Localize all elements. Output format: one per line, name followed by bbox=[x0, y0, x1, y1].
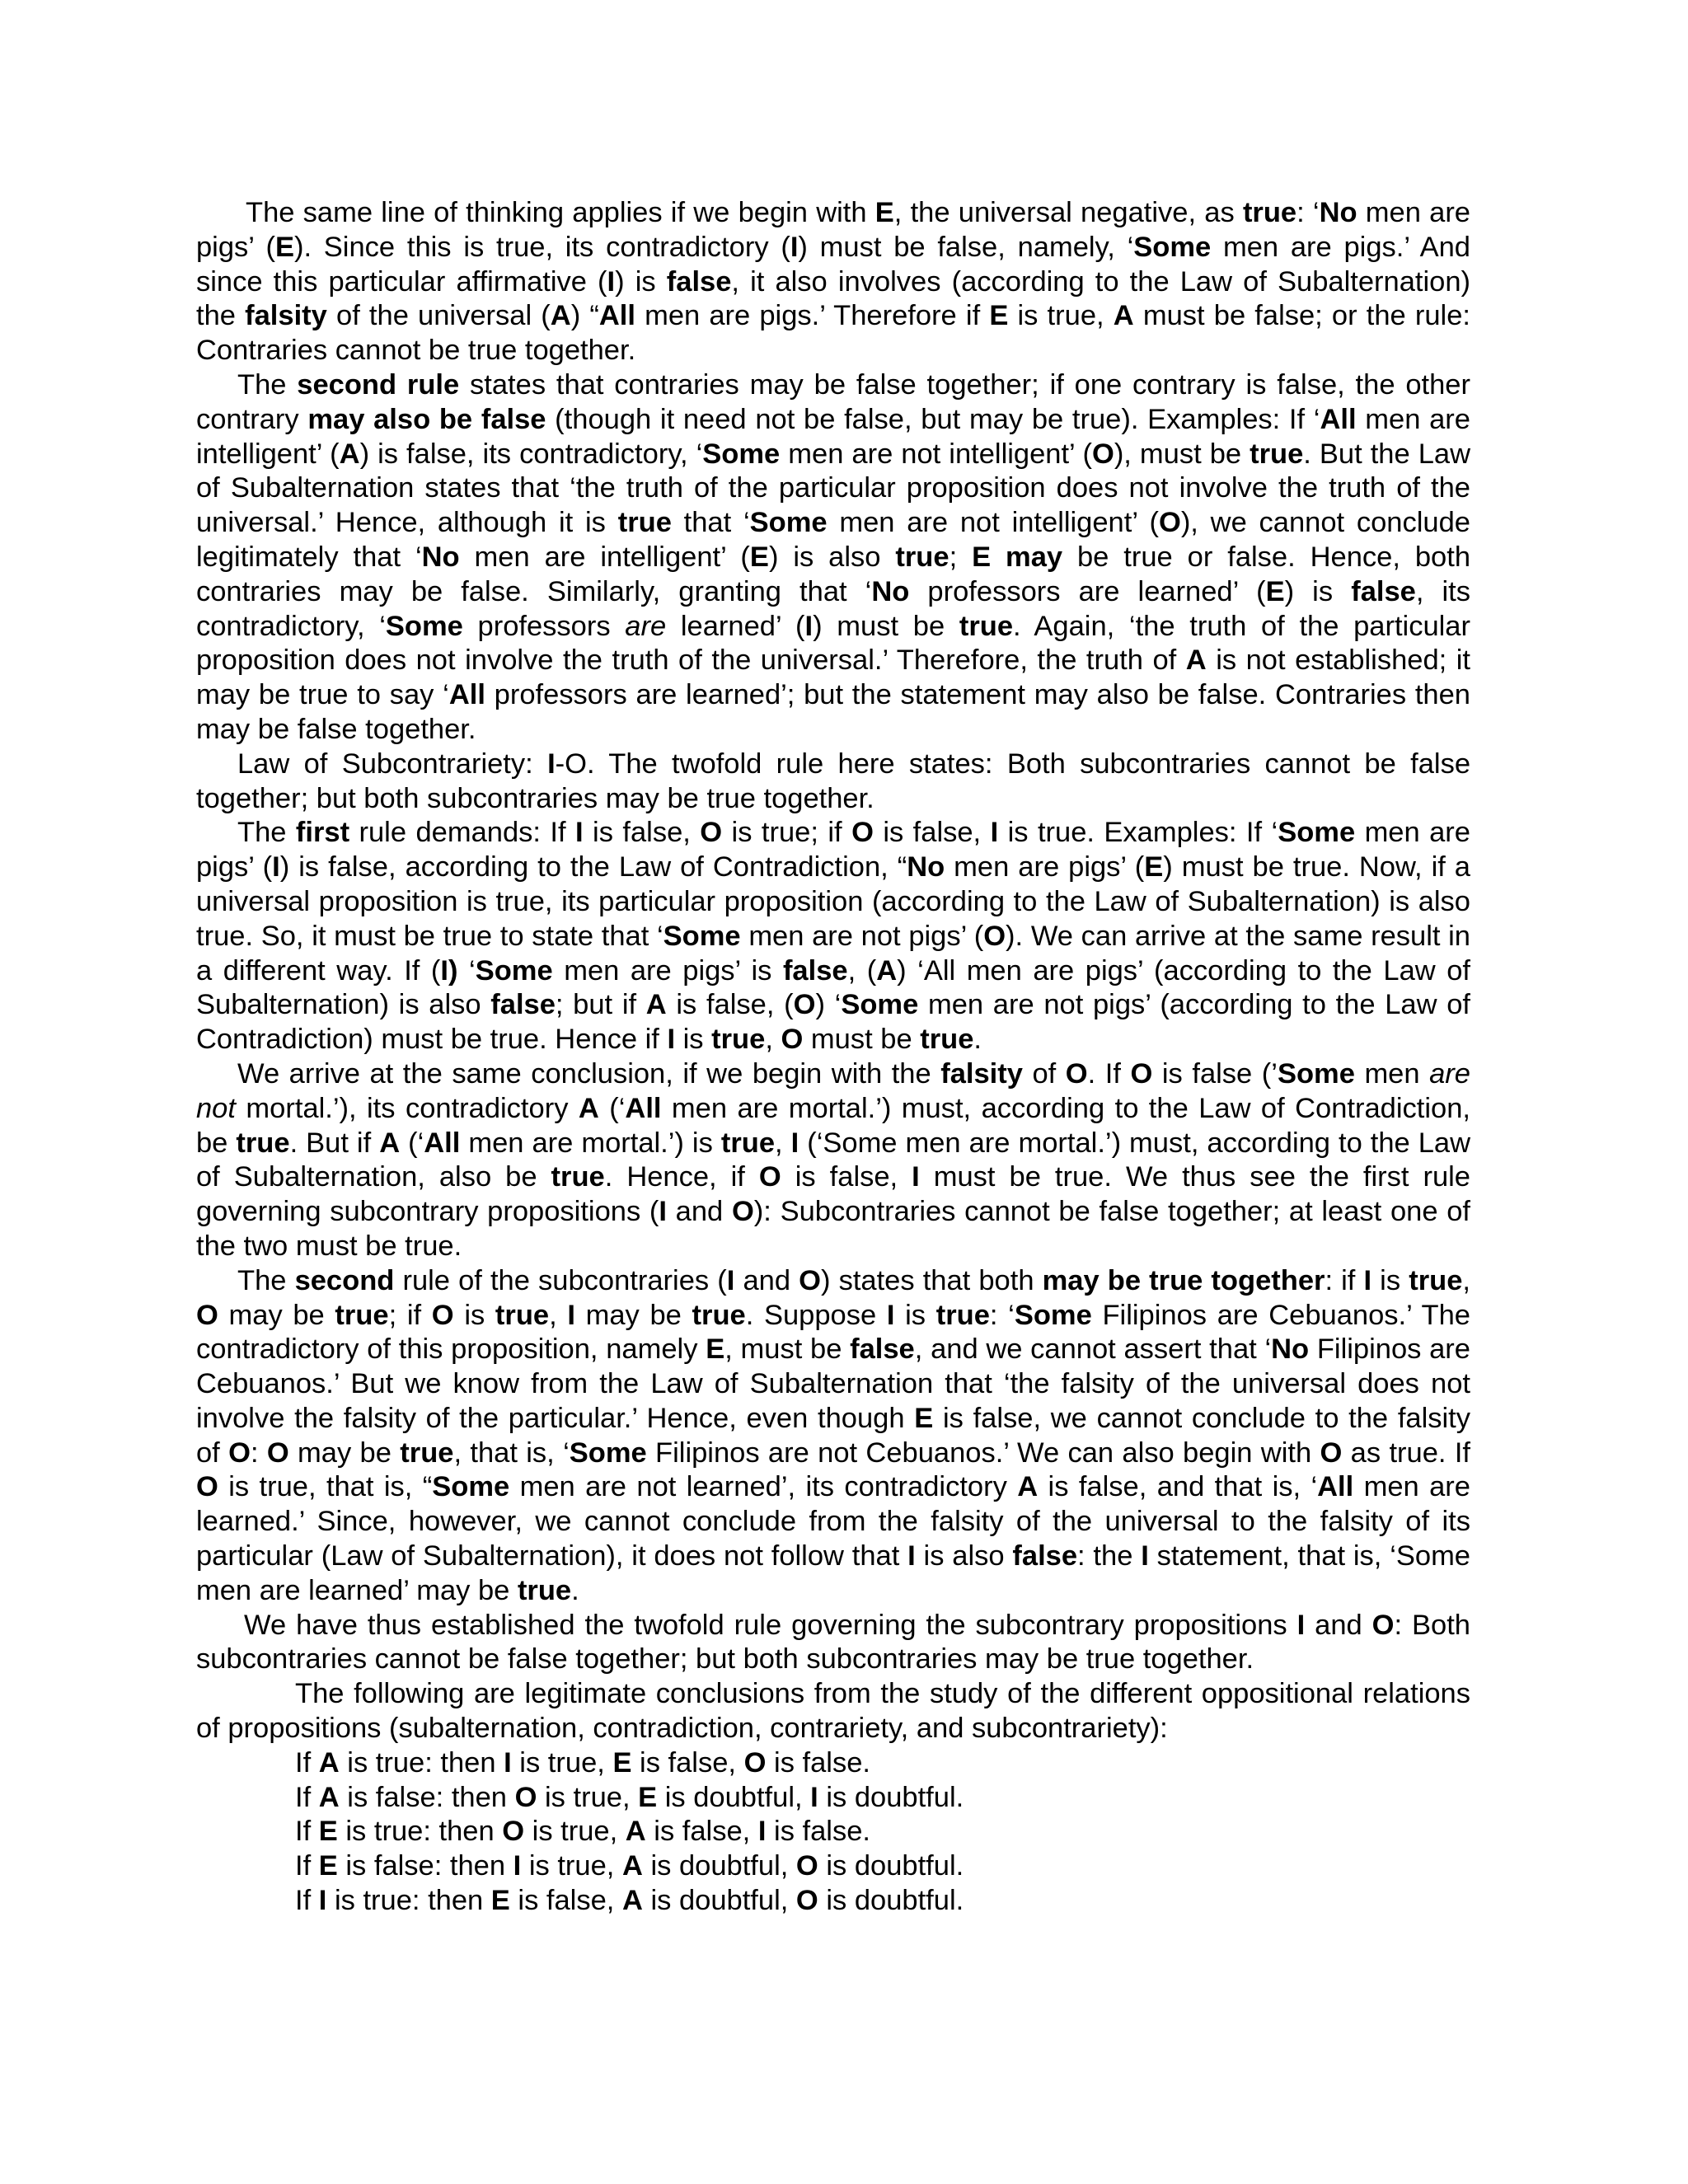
text-run: second bbox=[294, 1264, 395, 1296]
text-run: E bbox=[490, 1885, 510, 1917]
text-run: Some bbox=[1133, 231, 1212, 263]
text-run: Some bbox=[841, 989, 919, 1021]
text-run: O bbox=[514, 1781, 537, 1813]
text-run: is false (’ bbox=[1152, 1057, 1278, 1090]
text-run: of the universal ( bbox=[326, 300, 551, 332]
text-run: E bbox=[318, 1850, 338, 1882]
text-run: I) bbox=[440, 954, 458, 987]
text-run: are bbox=[625, 610, 667, 642]
text-run: men are pigs.’ And since this particular affirmative ( bbox=[196, 231, 1470, 298]
text-run: may be true together bbox=[1042, 1264, 1325, 1296]
text-run: statement, that is, ‘Some men are learned’ may be bbox=[196, 1540, 1470, 1606]
text-run: , ( bbox=[847, 954, 877, 987]
text-run: is false, bbox=[631, 1746, 744, 1779]
text-run: men are pigs’ ( bbox=[196, 197, 1470, 263]
text-run: of bbox=[1022, 1057, 1066, 1090]
text-run: is true. Examples: If ‘ bbox=[998, 817, 1278, 849]
text-run: No bbox=[1271, 1333, 1310, 1366]
text-run: O bbox=[731, 1196, 754, 1228]
text-run: I bbox=[504, 1746, 512, 1779]
text-run: must be true. We thus see the first rule governing subcontrary propositions ( bbox=[196, 1161, 1470, 1228]
text-run: false bbox=[782, 954, 848, 987]
text-run: men are pigs’ ( bbox=[196, 817, 1470, 883]
text-run: I bbox=[912, 1161, 920, 1193]
text-run: A bbox=[1113, 300, 1134, 332]
text-run: is true, bbox=[537, 1781, 639, 1813]
text-run: , that is, ‘ bbox=[453, 1436, 570, 1469]
text-run: (‘ bbox=[400, 1127, 424, 1159]
text-run: true bbox=[959, 610, 1014, 642]
text-run: is true: then bbox=[339, 1746, 504, 1779]
text-run: E bbox=[274, 231, 294, 263]
text-run: I bbox=[272, 851, 280, 883]
text-run: ) is false, according to the Law of Contradiction, “ bbox=[279, 851, 907, 883]
text-run: I bbox=[810, 1781, 818, 1813]
text-run: O bbox=[1065, 1057, 1088, 1090]
text-run: true bbox=[1409, 1264, 1463, 1296]
text-run: is not established; it may be true to say ‘ bbox=[196, 644, 1470, 711]
paragraph bbox=[196, 1609, 1470, 1678]
text-run: men bbox=[1354, 1057, 1430, 1090]
text-run: ), we cannot conclude legitimately that ‘ bbox=[196, 507, 1470, 573]
text-run: men are pigs’ is bbox=[552, 954, 783, 987]
text-run: ) states that both bbox=[820, 1264, 1043, 1296]
conclusions-list bbox=[196, 1746, 1470, 1919]
text-run: I bbox=[990, 817, 999, 849]
text-run: ): Subcontraries cannot be false together; at least one of the two must be true. bbox=[196, 1196, 1470, 1262]
text-run: O bbox=[431, 1299, 454, 1331]
text-run: I bbox=[907, 1540, 916, 1572]
text-run: E bbox=[318, 1816, 338, 1848]
text-run: : the bbox=[1077, 1540, 1142, 1572]
text-run: The bbox=[237, 817, 296, 849]
paragraph bbox=[196, 1677, 1470, 1746]
text-run: is true, bbox=[524, 1816, 626, 1848]
text-run: is false, we cannot conclude to the falsity of bbox=[196, 1402, 1471, 1469]
text-run: Filipinos are Cebuanos.’ But we know from the Law of Subalternation that ‘the falsity of the universal does not involve the falsity of the particular.’ Hence, even though bbox=[196, 1333, 1470, 1434]
text-run: false bbox=[1012, 1540, 1078, 1572]
text-run: true bbox=[720, 1127, 776, 1159]
text-run: I bbox=[886, 1299, 895, 1331]
paragraph bbox=[196, 748, 1470, 817]
paragraph bbox=[196, 368, 1470, 748]
text-run: A bbox=[625, 1816, 646, 1848]
text-run: E bbox=[1265, 575, 1285, 607]
text-run: : bbox=[250, 1436, 267, 1469]
text-run: falsity bbox=[940, 1057, 1023, 1090]
text-run: The same line of thinking applies if we begin with bbox=[246, 197, 875, 228]
text-run: true bbox=[920, 1024, 974, 1056]
text-run: . But the Law of Subalternation states that ‘the truth of the particular proposition does not involve the truth of the universal.’ Hence, although it is bbox=[196, 438, 1470, 539]
text-run: O bbox=[502, 1816, 525, 1848]
text-run: All bbox=[1320, 403, 1357, 435]
text-run: men are not intelligent’ ( bbox=[827, 507, 1159, 539]
text-run: E bbox=[914, 1402, 934, 1434]
text-run: O bbox=[196, 1299, 218, 1331]
text-run: O bbox=[700, 817, 723, 849]
text-run: ) must be false, namely, ‘ bbox=[798, 231, 1134, 263]
text-run: ) is bbox=[1284, 575, 1352, 607]
text-run: We arrive at the same conclusion, if we begin with the bbox=[237, 1057, 941, 1090]
text-run: true bbox=[1242, 197, 1297, 228]
text-run: (‘ bbox=[598, 1092, 626, 1124]
text-run: men are pigs.’ Therefore if bbox=[635, 300, 990, 332]
text-run: ) “ bbox=[570, 300, 599, 332]
text-run: All bbox=[625, 1092, 662, 1124]
text-run: I bbox=[1363, 1264, 1372, 1296]
text-run: must be bbox=[803, 1024, 921, 1056]
text-run: may be bbox=[288, 1436, 401, 1469]
text-run: E bbox=[706, 1333, 725, 1366]
text-run: Some bbox=[475, 954, 553, 987]
text-run: professors are learned’; but the statement may also be false. Contraries then may be false together. bbox=[196, 679, 1470, 745]
text-run: is false, bbox=[873, 817, 991, 849]
text-run: ) ‘ bbox=[815, 989, 842, 1021]
text-run: E bbox=[989, 300, 1009, 332]
conclusion-item bbox=[196, 1781, 1470, 1816]
text-run: professors are learned’ ( bbox=[909, 575, 1266, 607]
text-run: may be bbox=[574, 1299, 692, 1331]
text-run: I bbox=[790, 231, 799, 263]
text-run: is bbox=[453, 1299, 495, 1331]
text-run: , bbox=[1462, 1264, 1470, 1296]
text-run: ) must be true. Now, if a universal proposition is true, its particular proposition (according to the Law of Subalternation) is also true. So, it must be true to state that ‘ bbox=[196, 851, 1470, 952]
conclusion-item bbox=[196, 1746, 1470, 1781]
text-run: O bbox=[743, 1746, 767, 1779]
text-run: Some bbox=[1277, 1057, 1355, 1090]
text-run: and bbox=[666, 1196, 732, 1228]
text-run: Some bbox=[749, 507, 828, 539]
text-run: is false. bbox=[766, 1816, 870, 1848]
text-run: O bbox=[799, 1264, 821, 1296]
text-run: be true or false. Hence, both contraries may be false. Similarly, granting that ‘ bbox=[196, 541, 1471, 607]
text-run: is true; if bbox=[722, 817, 852, 849]
text-run: is true, bbox=[511, 1746, 613, 1779]
text-run: ; but if bbox=[555, 989, 646, 1021]
text-run: is bbox=[894, 1299, 936, 1331]
text-run: men are not pigs’ (according to the Law of Contradiction) must be true. Hence if bbox=[196, 989, 1470, 1056]
text-run: I bbox=[318, 1885, 327, 1917]
text-run: A bbox=[621, 1885, 643, 1917]
text-run: true bbox=[692, 1299, 746, 1331]
text-run: that ‘ bbox=[671, 507, 750, 539]
text-run: is false, ( bbox=[666, 989, 794, 1021]
text-run: , must be bbox=[724, 1333, 851, 1366]
text-run: men are mortal.’) must, according to the Law of Contradiction, be bbox=[196, 1092, 1470, 1159]
text-run: A bbox=[1185, 644, 1207, 677]
text-run: falsity bbox=[245, 300, 327, 332]
text-run: men are not intelligent’ ( bbox=[780, 438, 1092, 470]
text-run: is bbox=[1372, 1264, 1409, 1296]
text-run: is doubtful, bbox=[642, 1885, 796, 1917]
text-run: . Suppose bbox=[745, 1299, 887, 1331]
text-run: All bbox=[1317, 1471, 1354, 1503]
text-run: We have thus established the twofold rule governing the subcontrary propositions bbox=[244, 1609, 1297, 1641]
text-run: mortal.’), its contradictory bbox=[235, 1092, 579, 1124]
text-run: true bbox=[1250, 438, 1304, 470]
text-run: ) is bbox=[615, 265, 667, 298]
text-run: first bbox=[295, 817, 350, 849]
text-run: , its contradictory, ‘ bbox=[196, 575, 1471, 642]
text-run: is true: then bbox=[326, 1885, 491, 1917]
text-run: A bbox=[621, 1850, 643, 1882]
text-run: I bbox=[1141, 1540, 1149, 1572]
text-run: is doubtful. bbox=[818, 1850, 964, 1882]
text-run: men are not pigs’ ( bbox=[740, 920, 984, 952]
text-run: is bbox=[675, 1024, 712, 1056]
text-run: is false: then bbox=[339, 1781, 515, 1813]
text-run: (‘Some men are mortal.’) must, according to the Law of Subalternation, also be bbox=[196, 1127, 1471, 1193]
text-run: ) ‘All men are pigs’ (according to the Law of Subalternation) is also bbox=[196, 954, 1470, 1021]
text-run: false bbox=[666, 265, 732, 298]
text-run: false bbox=[1351, 575, 1416, 607]
text-run: E bbox=[874, 197, 894, 228]
text-run: true bbox=[935, 1299, 990, 1331]
text-run: O bbox=[1372, 1609, 1395, 1641]
text-run: true bbox=[711, 1024, 766, 1056]
text-run: I bbox=[547, 748, 556, 780]
text-run: , it also involves (according to the Law of Subalternation) the bbox=[196, 265, 1470, 332]
conclusion-item bbox=[196, 1849, 1470, 1884]
text-run: O bbox=[1130, 1057, 1153, 1090]
text-run: If bbox=[295, 1746, 319, 1779]
text-run: true bbox=[517, 1574, 572, 1606]
text-run: states that contraries may be false together; if one contrary is false, the other contrary bbox=[196, 368, 1470, 435]
text-run: Some bbox=[569, 1436, 647, 1469]
text-run: I bbox=[659, 1196, 667, 1228]
text-run: true bbox=[400, 1436, 454, 1469]
text-run: O bbox=[795, 1850, 818, 1882]
text-run: men are intelligent’ ( bbox=[459, 541, 750, 573]
text-run: O bbox=[1091, 438, 1114, 470]
text-run: ). We can arrive at the same result in a different way. If ( bbox=[196, 920, 1470, 987]
text-run: is false, bbox=[509, 1885, 622, 1917]
text-run: All bbox=[424, 1127, 461, 1159]
text-run: I bbox=[575, 817, 584, 849]
text-run: is false, bbox=[645, 1816, 758, 1848]
text-run: may be bbox=[218, 1299, 335, 1331]
text-run: If bbox=[295, 1885, 319, 1917]
text-run: Some bbox=[1278, 817, 1356, 849]
text-run: O bbox=[758, 1161, 781, 1193]
text-run: A bbox=[645, 989, 667, 1021]
text-run: and bbox=[734, 1264, 799, 1296]
text-run: second rule bbox=[297, 368, 460, 401]
text-run: as true. If bbox=[1342, 1436, 1470, 1469]
text-run: ; bbox=[949, 541, 973, 573]
text-run: men are intelligent’ ( bbox=[196, 403, 1470, 470]
text-run: rule demands: If bbox=[349, 817, 576, 849]
text-run: The following are legitimate conclusions from the study of the different oppositional relations of propositions (subalternation, contradiction, contrariety, and subcontrariety): bbox=[196, 1678, 1470, 1745]
text-run: A bbox=[339, 438, 360, 470]
text-run: , bbox=[765, 1024, 781, 1056]
text-run: I bbox=[1296, 1609, 1306, 1641]
text-run: No bbox=[907, 851, 945, 883]
text-run: is doubtful. bbox=[818, 1885, 964, 1917]
paragraph bbox=[196, 1264, 1470, 1609]
text-run: O bbox=[781, 1024, 804, 1056]
text-run: No bbox=[421, 541, 460, 573]
text-run: No bbox=[871, 575, 910, 607]
text-run: and bbox=[1305, 1609, 1372, 1641]
text-run: is true, that is, “ bbox=[218, 1471, 433, 1503]
text-run: A bbox=[1017, 1471, 1039, 1503]
text-run: I bbox=[513, 1850, 522, 1882]
text-run: : ‘ bbox=[989, 1299, 1015, 1331]
text-run: , the universal negative, as bbox=[893, 197, 1243, 228]
text-run: O bbox=[795, 1885, 818, 1917]
text-run: (though it need not be false, but may be true). Examples: If ‘ bbox=[546, 403, 1320, 435]
text-run: E bbox=[749, 541, 769, 573]
text-run: false bbox=[490, 989, 556, 1021]
text-run: . Hence, if bbox=[604, 1161, 759, 1193]
conclusion-item bbox=[196, 1815, 1470, 1849]
text-run: . If bbox=[1087, 1057, 1131, 1090]
text-run: -O. The twofold rule here states: Both subcontraries cannot be false together; but both subcontraries may be true together. bbox=[196, 748, 1471, 814]
text-run: : if bbox=[1325, 1264, 1364, 1296]
text-run: men are mortal.’) is bbox=[460, 1127, 721, 1159]
text-run: E bbox=[638, 1781, 658, 1813]
text-run: I bbox=[757, 1816, 767, 1848]
text-run: true bbox=[617, 507, 672, 539]
text-run: is also bbox=[915, 1540, 1013, 1572]
text-run: Some bbox=[702, 438, 781, 470]
text-run: learned’ ( bbox=[666, 610, 805, 642]
text-run: is doubtful, bbox=[657, 1781, 811, 1813]
text-run: true bbox=[335, 1299, 389, 1331]
text-run: . But if bbox=[289, 1127, 380, 1159]
text-run: O bbox=[1320, 1436, 1343, 1469]
text-run: Some bbox=[663, 920, 741, 952]
text-run: Some bbox=[385, 610, 463, 642]
text-run: , and we cannot assert that ‘ bbox=[914, 1333, 1272, 1366]
text-run: : Both subcontraries cannot be false together; but both subcontraries may be true together. bbox=[196, 1609, 1470, 1675]
paragraph bbox=[196, 816, 1470, 1057]
text-run: ) must be bbox=[813, 610, 959, 642]
paragraph bbox=[196, 196, 1470, 368]
text-run: I bbox=[607, 265, 616, 298]
text-run: men are learned.’ Since, however, we cannot conclude from the falsity of the universal to the falsity of its particular (Law of Subalternation), it does not follow that bbox=[196, 1471, 1470, 1572]
text-run: is false: then bbox=[337, 1850, 513, 1882]
text-run: ). Since this is true, its contradictory ( bbox=[293, 231, 790, 263]
text-run: A bbox=[318, 1781, 340, 1813]
text-run: men are not learned’, its contradictory bbox=[509, 1471, 1018, 1503]
text-run: The bbox=[237, 1264, 295, 1296]
text-run: : ‘ bbox=[1296, 197, 1320, 228]
text-run: O bbox=[196, 1471, 218, 1503]
text-run: is true, bbox=[1008, 300, 1114, 332]
text-run: Some bbox=[1014, 1299, 1092, 1331]
text-run: A bbox=[578, 1092, 599, 1124]
text-run: rule of the subcontraries ( bbox=[394, 1264, 727, 1296]
text-run: A bbox=[550, 300, 571, 332]
text-run: If bbox=[295, 1781, 319, 1813]
text-run: is false, bbox=[781, 1161, 912, 1193]
paragraph bbox=[196, 1057, 1470, 1264]
text-run: E bbox=[1144, 851, 1164, 883]
text-run: , bbox=[549, 1299, 568, 1331]
text-run: professors bbox=[462, 610, 626, 642]
text-run: true bbox=[551, 1161, 605, 1193]
text-run: Filipinos are not Cebuanos.’ We can also begin with bbox=[646, 1436, 1320, 1469]
text-run: is true, bbox=[521, 1850, 622, 1882]
text-run: A bbox=[379, 1127, 401, 1159]
text-run: ) is false, its contradictory, ‘ bbox=[359, 438, 703, 470]
text-run: is false, and that is, ‘ bbox=[1038, 1471, 1318, 1503]
text-run: men are pigs’ ( bbox=[945, 851, 1145, 883]
text-run: E bbox=[612, 1746, 632, 1779]
text-run: . Again, ‘the truth of the particular proposition does not involve the truth of the universal.’ Therefore, the truth of bbox=[196, 610, 1470, 677]
text-run: , bbox=[775, 1127, 791, 1159]
text-run: ), must be bbox=[1114, 438, 1250, 470]
text-run: ‘ bbox=[457, 954, 476, 987]
document-page bbox=[196, 196, 1470, 1919]
text-run: All bbox=[448, 679, 485, 711]
text-run: I bbox=[667, 1024, 676, 1056]
text-run: is false. bbox=[766, 1746, 870, 1779]
text-run: ) is also bbox=[768, 541, 896, 573]
text-run: O bbox=[793, 989, 816, 1021]
text-run: true bbox=[895, 541, 950, 573]
text-run: true bbox=[495, 1299, 550, 1331]
text-run: ; if bbox=[388, 1299, 432, 1331]
text-run: is false, bbox=[583, 817, 701, 849]
text-run: O bbox=[228, 1436, 251, 1469]
text-run: must be false; or the rule: Contraries cannot be true together. bbox=[196, 300, 1470, 367]
conclusion-item bbox=[196, 1884, 1470, 1919]
text-run: I bbox=[804, 610, 814, 642]
text-run: A bbox=[318, 1746, 340, 1779]
text-run: E may bbox=[972, 541, 1063, 573]
text-run: Law of Subcontrariety: bbox=[237, 748, 548, 780]
text-run: I bbox=[726, 1264, 735, 1296]
text-run: O bbox=[266, 1436, 289, 1469]
text-run: may also be false bbox=[307, 403, 546, 435]
text-run: is doubtful, bbox=[642, 1850, 796, 1882]
text-run: O bbox=[851, 817, 874, 849]
text-run: O bbox=[1158, 507, 1181, 539]
text-run: If bbox=[295, 1850, 319, 1882]
text-run: is true: then bbox=[337, 1816, 503, 1848]
text-run: All bbox=[598, 300, 635, 332]
text-run: A bbox=[876, 954, 898, 987]
text-run: is doubtful. bbox=[818, 1781, 964, 1813]
text-run: false bbox=[850, 1333, 915, 1366]
text-run: . bbox=[973, 1024, 982, 1056]
text-run: . bbox=[571, 1574, 579, 1606]
text-run: If bbox=[295, 1816, 319, 1848]
text-run: I bbox=[790, 1127, 799, 1159]
text-run: Some bbox=[432, 1471, 510, 1503]
text-run: true bbox=[236, 1127, 290, 1159]
text-run: I bbox=[567, 1299, 575, 1331]
text-run: O bbox=[983, 920, 1006, 952]
text-run: Filipinos are Cebuanos.’ The contradictory of this proposition, namely bbox=[196, 1299, 1470, 1366]
body-text bbox=[196, 196, 1470, 1746]
text-run: are not bbox=[196, 1057, 1470, 1124]
text-run: No bbox=[1319, 197, 1357, 228]
text-run: The bbox=[237, 368, 298, 401]
